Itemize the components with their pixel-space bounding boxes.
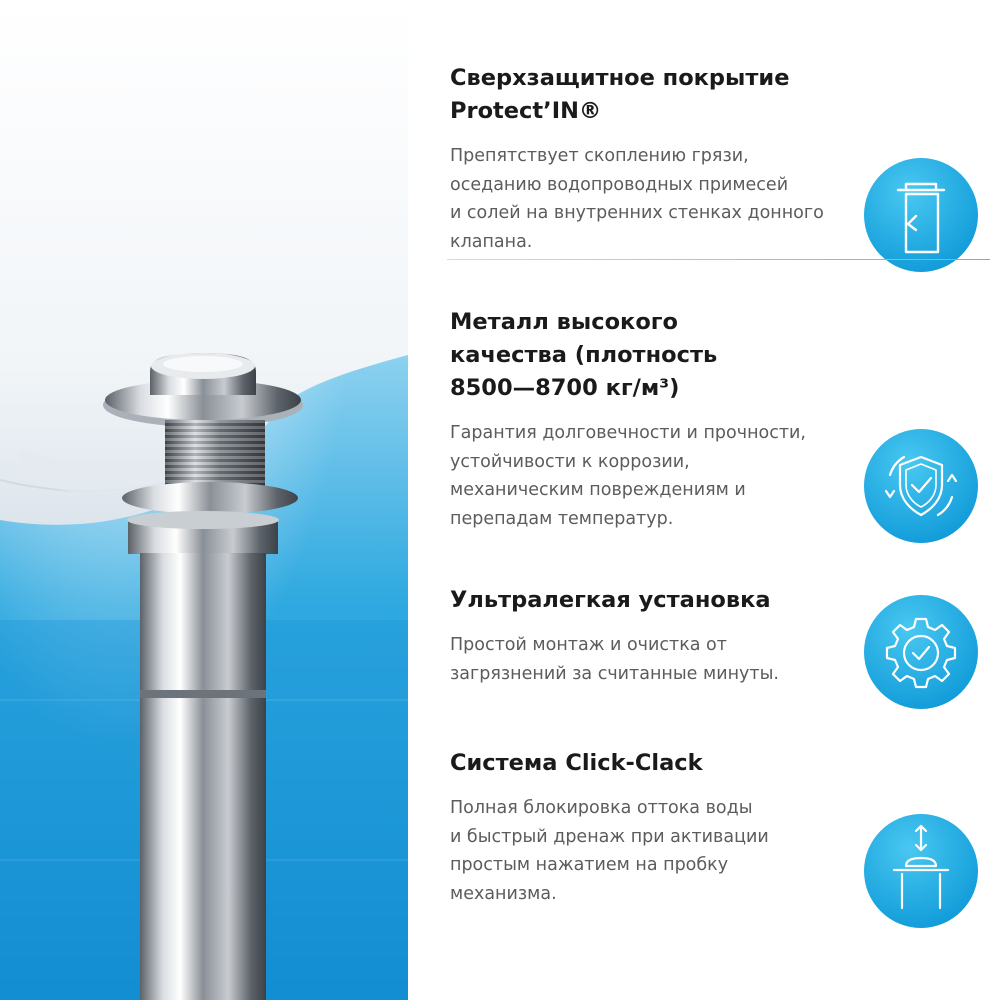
feature-description: Препятствует скоплению грязи, оседанию водопроводных примесей и солей на внутренних стенках донного клапана. (450, 146, 824, 252)
feature-metal-quality (450, 306, 870, 533)
feature-title: Сверхзащитное покрытие Protect’IN® (450, 65, 790, 124)
gear-check-icon (862, 593, 980, 711)
divider (447, 259, 990, 260)
feature-description: Гарантия долговечности и прочности, устойчивости к коррозии, механическим повреждениям и перепадам температур. (450, 423, 806, 529)
valve-protect-icon (862, 156, 980, 274)
feature-protect-coating (450, 62, 870, 256)
feature-easy-install (450, 584, 870, 688)
product-photo (0, 0, 408, 1000)
feature-click-clack (450, 747, 870, 908)
feature-description: Простой монтаж и очистка от загрязнений за считанные минуты. (450, 635, 779, 684)
click-clack-icon (862, 812, 980, 930)
feature-description: Полная блокировка оттока воды и быстрый дренаж при активации простым нажатием на пробку механизма. (450, 798, 769, 904)
shield-check-icon (862, 427, 980, 545)
feature-title: Металл высокого качества (плотность 8500—8700 кг/м³) (450, 309, 718, 401)
feature-title: Система Click-Clack (450, 750, 703, 776)
feature-title: Ультралегкая установка (450, 587, 771, 613)
